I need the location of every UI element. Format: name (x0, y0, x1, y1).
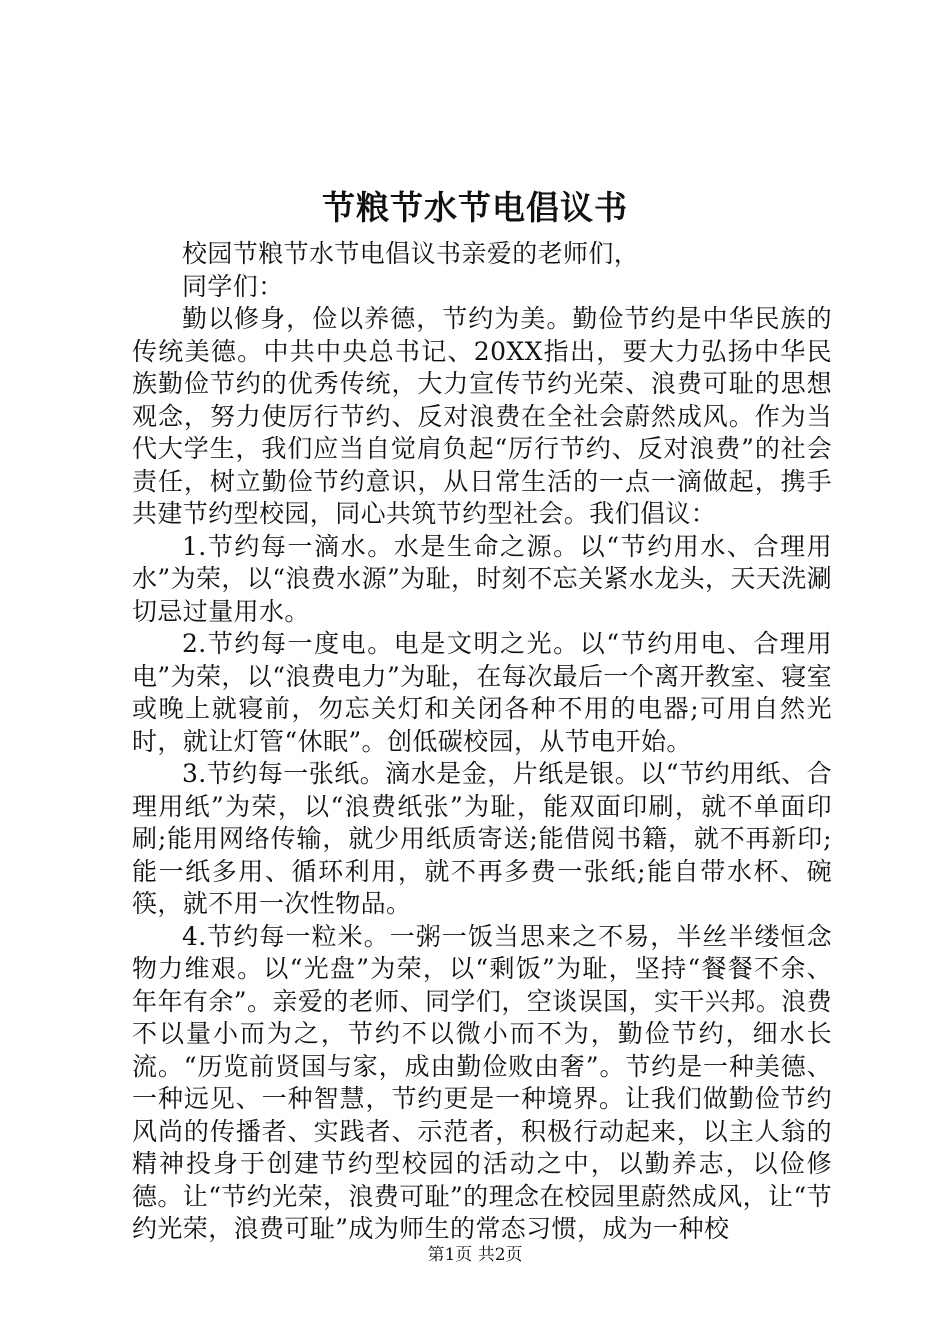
paragraph-item-rice: 4.节约每一粒米。一粥一饭当思来之不易，半丝半缕恒念物力维艰。以“光盘”为荣，以“剩饭”为耻，坚持“餐餐不余、年年有余”。亲爱的老师、同学们，空谈误国，实干兴邦。浪费不以量小而为之，节约不以微小而不为，勤俭节约，细水长流。“历览前贤国与家，成由勤俭败由奢”。节约是一种美德、一种远见、一种智慧，节约更是一种境界。让我们做勤俭节约风尚的传播者、实践者、示范者，积极行动起来，以主人翁的精神投身于创建节约型校园的活动之中，以勤养志，以俭修德。让“节约光荣，浪费可耻”的理念在校园里蔚然成风，让“节约光荣，浪费可耻”成为师生的常态习惯，成为一种校 (132, 921, 832, 1243)
paragraph-item-water: 1.节约每一滴水。水是生命之源。以“节约用水、合理用水”为荣，以“浪费水源”为耻，时刻不忘关紧水龙头，天天洗涮切忌过量用水。 (132, 531, 832, 626)
document-body (132, 238, 832, 1246)
paragraph-item-electricity: 2.节约每一度电。电是文明之光。以“节约用电、合理用电”为荣，以“浪费电力”为耻，在每次最后一个离开教室、寝室或晚上就寝前，勿忘关灯和关闭各种不用的电器;可用自然光时，就让灯管“休眠”。创低碳校园，从节电开始。 (132, 629, 832, 756)
document-title: 节粮节水节电倡议书 (322, 188, 628, 227)
page-footer: 第1页 共2页 (427, 1245, 523, 1265)
paragraph-greeting: 校园节粮节水节电倡议书亲爱的老师们， (182, 239, 640, 268)
paragraph-intro: 勤以修身，俭以养德，节约为美。勤俭节约是中华民族的传统美德。中共中央总书记、20XX指出，要大力弘扬中华民族勤俭节约的优秀传统，大力宣传节约光荣、浪费可耻的思想观念，努力使厉行节约、反对浪费在全社会蔚然成风。作为当代大学生，我们应当自觉肩负起“厉行节约、反对浪费”的社会责任，树立勤俭节约意识，从日常生活的一点一滴做起，携手共建节约型校园，同心共筑节约型社会。我们倡议： (132, 304, 832, 528)
paragraph-salutation: 同学们： (182, 271, 284, 301)
paragraph-item-paper: 3.节约每一张纸。滴水是金，片纸是银。以“节约用纸、合理用纸”为荣，以“浪费纸张”为耻，能双面印刷，就不单面印刷;能用网络传输，就少用纸质寄送;能借阅书籍，就不再新印;能一纸多用、循环利用，就不再多费一张纸;能自带水杯、碗筷，就不用一次性物品。 (132, 759, 832, 918)
